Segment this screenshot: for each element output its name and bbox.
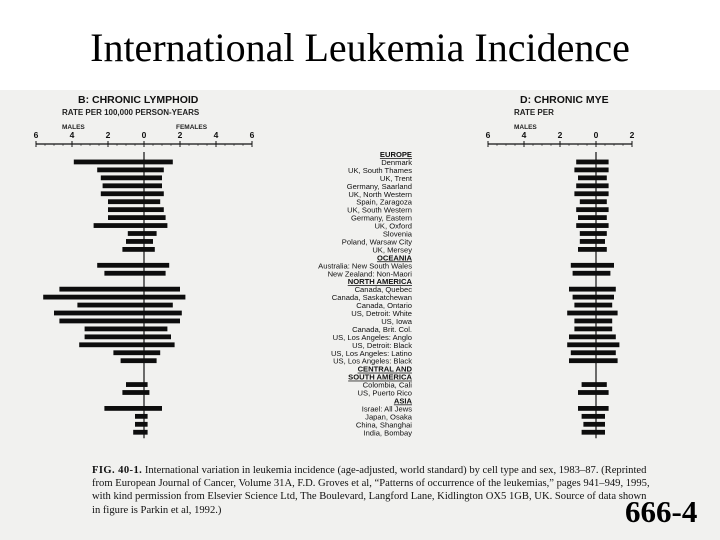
male-bar — [582, 382, 596, 387]
country-label: Japan, Osaka — [365, 412, 412, 422]
male-bar — [122, 390, 144, 395]
female-bar — [144, 327, 167, 332]
country-label: Canada, Brit. Col. — [352, 324, 412, 334]
male-bar — [583, 422, 596, 427]
axis-tick-label: 6 — [33, 130, 39, 140]
female-bar — [596, 215, 607, 220]
female-bar — [144, 358, 157, 363]
male-bar — [108, 199, 144, 204]
female-bar — [596, 199, 607, 204]
female-bar — [596, 207, 609, 212]
region-header-label: ASIA — [393, 396, 412, 406]
female-bar — [144, 311, 182, 316]
male-bar — [101, 191, 144, 196]
female-bar — [144, 422, 148, 427]
country-label: Germany, Eastern — [350, 213, 412, 223]
axis-tick-label: 0 — [593, 130, 599, 140]
female-bar — [144, 191, 164, 196]
female-bar — [596, 247, 607, 252]
axis-tick-label: 4 — [213, 130, 219, 140]
male-bar — [580, 239, 596, 244]
axis-tick-label: 2 — [105, 130, 111, 140]
female-bar — [596, 239, 605, 244]
female-bar — [144, 382, 148, 387]
panel-subtitle: RATE PER 100,000 PERSON-YEARS — [62, 108, 200, 117]
male-bar — [59, 319, 144, 324]
slide-number: 666-4 — [625, 494, 698, 529]
male-bar — [79, 342, 144, 347]
female-bar — [596, 319, 612, 324]
male-bar — [573, 295, 596, 300]
female-bar — [144, 287, 180, 292]
female-bar — [596, 303, 612, 308]
axis-tick-label: 2 — [177, 130, 183, 140]
female-bar — [144, 319, 180, 324]
male-bar — [576, 183, 596, 188]
male-bar — [104, 406, 144, 411]
country-label: US, Detroit: White — [351, 309, 412, 318]
country-label: UK, Trent — [379, 173, 412, 183]
region-header-label: CENTRAL AND — [357, 364, 412, 374]
male-bar — [135, 414, 144, 419]
male-bar — [128, 231, 144, 236]
female-bar — [144, 406, 162, 411]
female-bar — [596, 191, 609, 196]
panel-title: D: CHRONIC MYE — [520, 94, 609, 106]
country-label: US, Los Angeles: Anglo — [332, 332, 412, 342]
axis-tick-label: 0 — [141, 130, 147, 140]
female-bar — [596, 327, 612, 332]
country-label: Germany, Saarland — [346, 181, 412, 191]
male-bar — [133, 430, 144, 435]
male-bar — [576, 160, 596, 165]
male-bar — [85, 334, 144, 339]
male-bar — [582, 430, 596, 435]
male-bar — [126, 382, 144, 387]
males-label: MALES — [514, 124, 537, 131]
male-bar — [571, 263, 596, 268]
axis-tick-label: 6 — [249, 130, 255, 140]
male-bar — [103, 183, 144, 188]
male-bar — [573, 271, 596, 276]
male-bar — [569, 358, 596, 363]
male-bar — [574, 168, 596, 173]
males-label: MALES — [62, 124, 85, 131]
female-bar — [144, 390, 149, 395]
caption-text: International variation in leukemia incidence (age-adjusted, world standard) by cell type and sex, 1983–87. (Reprinted from European Journal of Cancer, Volume 31A, F.D. Groves et al, “Patterns of occurrence of the leukemias,” pages 941–949, 1995, with kind permission from Elsevier Science Ltd, The Boulevard, Langford Lane, Kidlington OX5 1GB, UK. Source of data shown in figure is Parkin et al, 1992.) — [92, 465, 650, 516]
axis-tick-label: 4 — [69, 130, 75, 140]
female-bar — [144, 303, 173, 308]
country-label: Spain, Zaragoza — [356, 197, 412, 207]
male-bar — [113, 350, 144, 355]
male-bar — [574, 327, 596, 332]
female-bar — [144, 175, 162, 180]
female-bar — [596, 231, 607, 236]
country-label: Poland, Warsaw City — [341, 237, 412, 247]
male-bar — [43, 295, 144, 300]
female-bar — [596, 406, 609, 411]
male-bar — [580, 231, 596, 236]
country-label: Canada, Quebec — [354, 285, 412, 295]
male-bar — [574, 191, 596, 196]
country-label: Slovenia — [382, 229, 412, 239]
female-bar — [144, 430, 148, 435]
female-bar — [596, 287, 616, 292]
region-header-label: NORTH AMERICA — [347, 277, 412, 287]
male-bar — [569, 287, 596, 292]
male-bar — [578, 175, 596, 180]
female-bar — [596, 342, 619, 347]
female-bar — [144, 168, 164, 173]
country-label: UK, Oxford — [374, 221, 412, 231]
female-bar — [596, 271, 610, 276]
male-bar — [94, 223, 144, 228]
country-label: Denmark — [381, 157, 412, 167]
male-bar — [574, 319, 596, 324]
country-label: India, Bombay — [363, 428, 412, 438]
male-bar — [567, 311, 596, 316]
male-bar — [122, 247, 144, 252]
male-bar — [59, 287, 144, 292]
female-bar — [596, 263, 614, 268]
country-label: UK, North Western — [348, 189, 412, 199]
female-bar — [596, 183, 609, 188]
male-bar — [121, 358, 144, 363]
female-bar — [144, 342, 175, 347]
female-bar — [144, 183, 162, 188]
male-bar — [576, 207, 596, 212]
country-label: US, Iowa — [381, 316, 412, 326]
slide-title: International Leukemia Incidence — [90, 25, 630, 70]
male-bar — [97, 263, 144, 268]
axis-tick-label: 2 — [629, 130, 635, 140]
female-bar — [596, 160, 609, 165]
country-label: UK, Mersey — [372, 245, 412, 255]
female-bar — [596, 430, 605, 435]
country-label: UK, South Thames — [347, 165, 412, 175]
male-bar — [571, 350, 596, 355]
country-label: China, Shanghai — [355, 420, 412, 430]
female-bar — [144, 223, 167, 228]
female-bar — [596, 414, 605, 419]
panel-title: B: CHRONIC LYMPHOID — [78, 94, 199, 106]
region-header-label: EUROPE — [379, 150, 412, 159]
figure-caption — [92, 464, 652, 517]
country-label: Israel: All Jews — [361, 404, 412, 414]
male-bar — [104, 271, 144, 276]
male-bar — [578, 247, 596, 252]
country-label: US, Los Angeles: Latino — [330, 348, 412, 358]
male-bar — [97, 168, 144, 173]
male-bar — [135, 422, 144, 427]
male-bar — [574, 303, 596, 308]
country-label: Colombia, Cali — [362, 380, 412, 390]
male-bar — [77, 303, 144, 308]
panel-subtitle: RATE PER — [514, 108, 554, 117]
female-bar — [144, 334, 171, 339]
female-bar — [144, 295, 185, 300]
male-bar — [126, 239, 144, 244]
female-bar — [596, 223, 609, 228]
female-bar — [144, 215, 166, 220]
female-bar — [144, 199, 160, 204]
male-bar — [578, 390, 596, 395]
female-bar — [596, 295, 614, 300]
female-bar — [144, 247, 155, 252]
male-bar — [582, 414, 596, 419]
female-bar — [144, 263, 169, 268]
male-bar — [567, 342, 596, 347]
country-label: UK, South Western — [347, 205, 412, 215]
male-bar — [578, 215, 596, 220]
female-bar — [144, 350, 160, 355]
female-bar — [144, 160, 173, 165]
axis-tick-label: 4 — [521, 130, 527, 140]
female-bar — [144, 231, 157, 236]
female-bar — [596, 334, 616, 339]
axis-tick-label: 2 — [557, 130, 563, 140]
axis-tick-label: 6 — [485, 130, 491, 140]
male-bar — [54, 311, 144, 316]
female-bar — [596, 382, 607, 387]
country-label: Canada, Saskatchewan — [331, 293, 412, 303]
region-header-label: OCEANIA — [376, 253, 412, 263]
country-label: US, Los Angeles: Black — [333, 356, 412, 366]
country-label: New Zealand: Non-Maori — [327, 269, 412, 279]
female-bar — [144, 207, 164, 212]
female-bar — [596, 175, 607, 180]
male-bar — [85, 327, 144, 332]
male-bar — [74, 160, 144, 165]
male-bar — [101, 175, 144, 180]
male-bar — [578, 406, 596, 411]
male-bar — [576, 223, 596, 228]
country-label: Australia: New South Wales — [318, 261, 412, 271]
female-bar — [596, 358, 618, 363]
females-label: FEMALES — [176, 124, 208, 131]
female-bar — [144, 414, 148, 419]
country-label: US, Puerto Rico — [357, 388, 412, 398]
female-bar — [596, 422, 605, 427]
female-bar — [596, 350, 616, 355]
female-bar — [144, 271, 166, 276]
caption-lead: FIG. 40-1. — [92, 465, 143, 476]
male-bar — [108, 207, 144, 212]
male-bar — [569, 334, 596, 339]
male-bar — [108, 215, 144, 220]
female-bar — [144, 239, 153, 244]
leukemia-incidence-figure — [0, 90, 720, 460]
female-bar — [596, 168, 609, 173]
male-bar — [580, 199, 596, 204]
country-label: Canada, Ontario — [356, 301, 412, 311]
female-bar — [596, 311, 618, 316]
country-label: US, Detroit: Black — [352, 340, 412, 350]
region-header-label: SOUTH AMERICA — [348, 372, 412, 382]
female-bar — [596, 390, 609, 395]
